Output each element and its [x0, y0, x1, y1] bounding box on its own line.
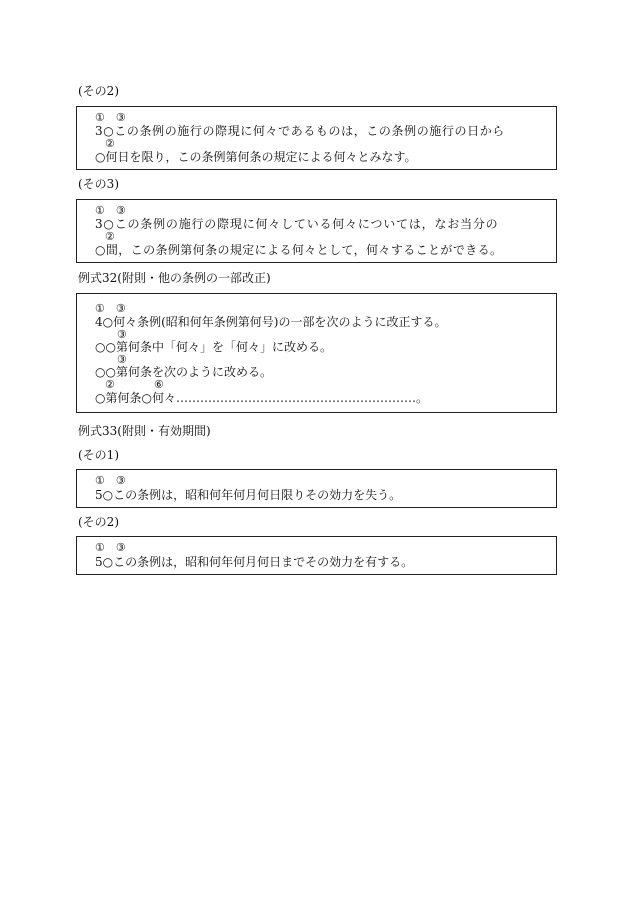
- section-heading-sono2-b: (その2): [78, 515, 119, 529]
- reference-mark: ②: [105, 230, 115, 243]
- text-line: ○何日を限り，この条例第何条の規定による何々とみなす。: [95, 150, 417, 164]
- reference-mark: ②: [105, 378, 115, 391]
- text-line: 3○この条例の施行の際現に何々している何々については，なお当分の: [95, 217, 499, 231]
- text-line: ○○第何条を次のように改める。: [95, 365, 272, 379]
- text-line: 5○この条例は，昭和何年何月何日限りその効力を失う。: [95, 488, 402, 502]
- example-box-2: [76, 199, 557, 263]
- reference-marks: ① ③: [95, 541, 126, 554]
- section-heading-example-33: 例式33(附則・有効期間): [78, 424, 211, 438]
- text-line: ○○第何条中「何々」を「何々」に改める。: [95, 340, 332, 354]
- reference-mark: ②: [105, 137, 115, 150]
- section-heading-sono2: (その2): [78, 84, 119, 98]
- text-line: 3○この条例の施行の際現に何々であるものは，この条例の施行の日から: [95, 124, 505, 138]
- text-line: 4○何々条例(昭和何年条例第何号)の一部を次のように改正する。: [95, 315, 447, 329]
- text-line: 5○この条例は，昭和何年何月何日までその効力を有する。: [95, 555, 414, 569]
- example-box-3: [76, 293, 557, 413]
- reference-mark: ⑥: [154, 378, 164, 391]
- text-line: ○第何条○何々……………………………………………………。: [95, 391, 428, 405]
- example-box-5: [76, 536, 557, 575]
- section-heading-sono3: (その3): [78, 177, 119, 191]
- reference-marks: ① ③: [95, 302, 126, 315]
- section-heading-example-32: 例式32(附則・他の条例の一部改正): [78, 271, 271, 285]
- reference-mark: ③: [117, 328, 127, 341]
- text-line: ○間，この条例第何条の規定による何々として，何々することができる。: [95, 243, 503, 257]
- reference-mark: ③: [117, 353, 127, 366]
- reference-marks: ① ③: [95, 111, 126, 124]
- reference-marks: ① ③: [95, 204, 126, 217]
- section-heading-sono1: (その1): [78, 448, 119, 462]
- reference-marks: ① ③: [95, 474, 126, 487]
- example-box-4: [76, 469, 557, 508]
- example-box-1: [76, 106, 557, 170]
